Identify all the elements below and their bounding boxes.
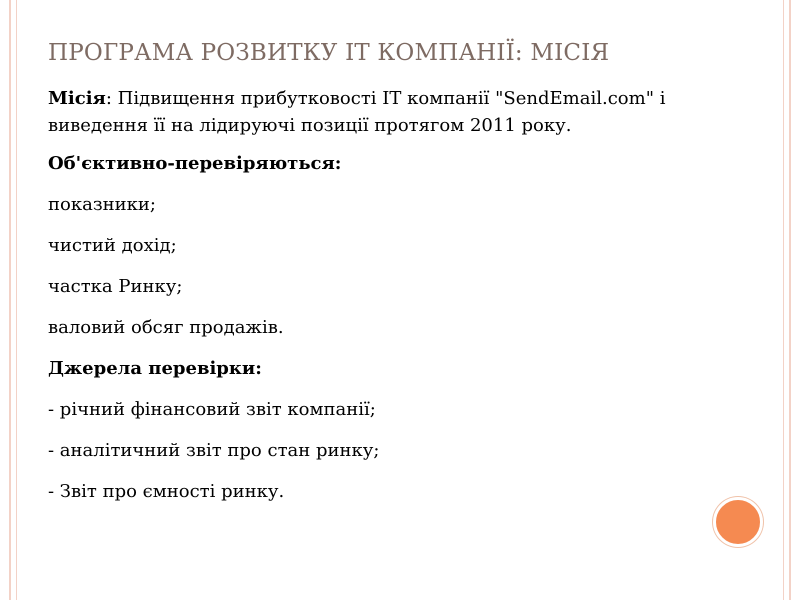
- mission-paragraph: [48, 85, 738, 139]
- objective-heading: Об'єктивно-перевіряються:: [48, 153, 342, 174]
- slide-content: [48, 85, 738, 522]
- sources-item: - Звіт про ємності ринку.: [48, 481, 285, 502]
- slide-title: ПРОГРАМА РОЗВИТКУ ІТ КОМПАНІЇ: МІСІЯ: [48, 40, 610, 66]
- objective-item: частка Ринку;: [48, 276, 183, 297]
- right-border-line: [783, 0, 784, 600]
- sources-item: - аналітичний звіт про стан ринку;: [48, 440, 380, 461]
- objective-item: показники;: [48, 194, 156, 215]
- right-border-line: [789, 0, 791, 600]
- sources-item: - річний фінансовий звіт компанії;: [48, 399, 376, 420]
- mission-separator: :: [105, 88, 112, 109]
- decorative-circle: [713, 497, 763, 547]
- mission-label: Місія: [48, 88, 106, 109]
- objective-item: чистий дохід;: [48, 235, 177, 256]
- mission-text: Підвищення прибутковості IT компанії "SendEmail.com" і виведення її на лідируючі позиції протягом 2011 року.: [48, 88, 666, 136]
- sources-heading: Джерела перевірки:: [48, 358, 262, 379]
- left-border-line: [16, 0, 17, 600]
- objective-item: валовий обсяг продажів.: [48, 317, 284, 338]
- left-border-line: [9, 0, 11, 600]
